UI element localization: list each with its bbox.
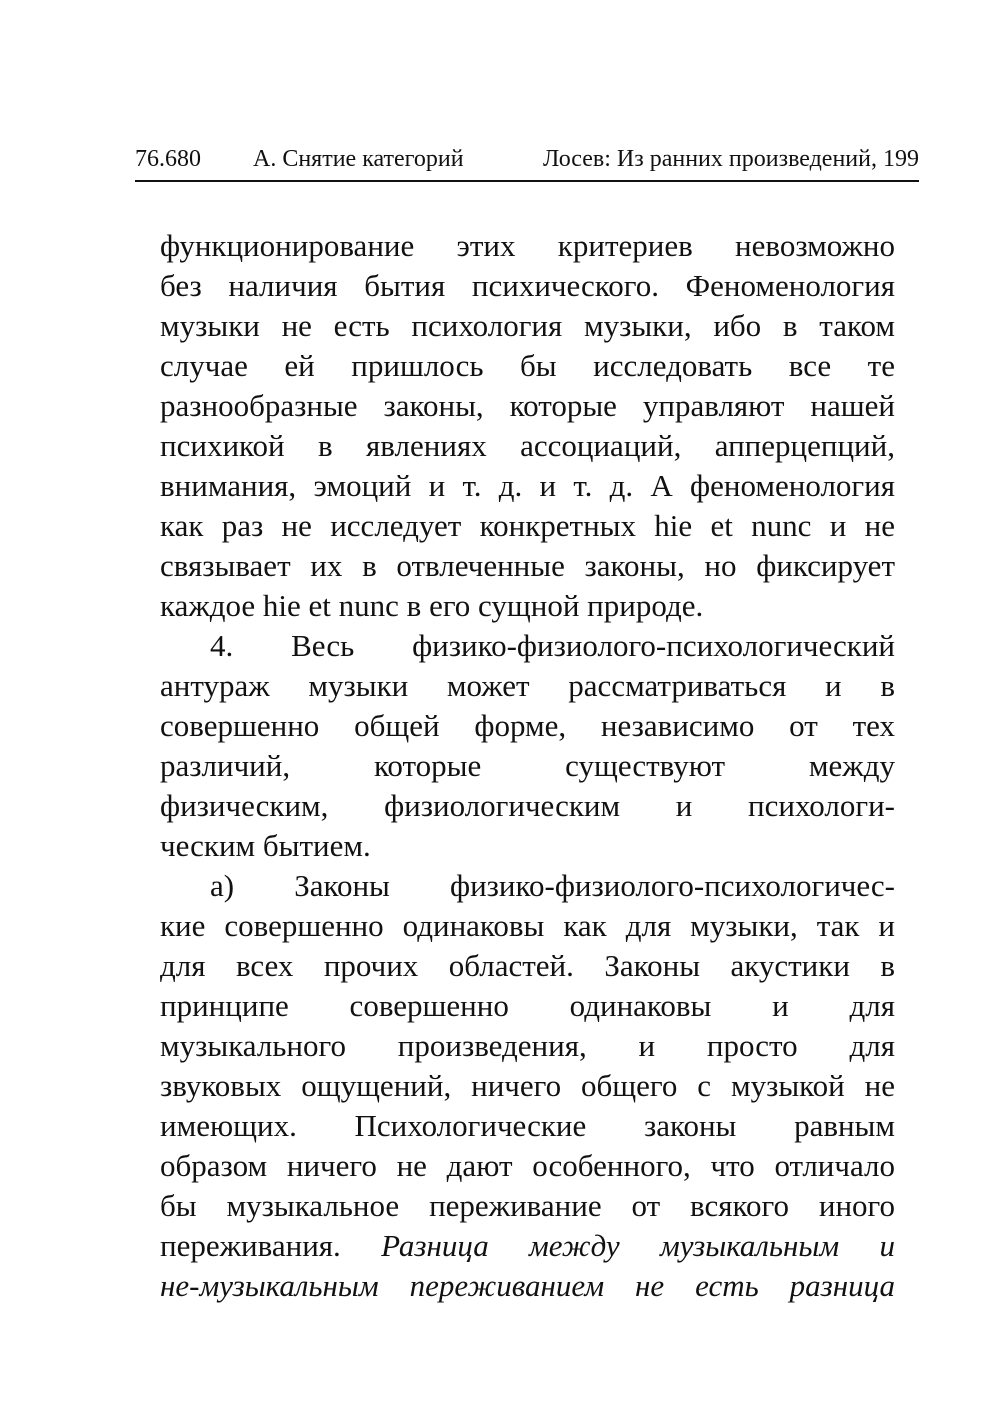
text-line: а) Законы физико-физиолого-психологичес- xyxy=(210,868,895,903)
running-header xyxy=(135,146,919,182)
text-line: каждое hie et nunc в его сущной природе. xyxy=(160,588,704,623)
text-plain: переживания. xyxy=(160,1228,382,1263)
text-line: как раз не исследует конкретных hie et nunc и не xyxy=(160,508,895,543)
text-line: психикой в явлениях ассоциаций, апперцепций, xyxy=(160,428,895,463)
text-line: музыкального произведения, и просто для xyxy=(160,1028,895,1063)
text-line: звуковых ощущений, ничего общего с музыкой не xyxy=(160,1068,895,1103)
source-title: Лосев: Из ранних произведений, 199 xyxy=(543,146,919,172)
text-line xyxy=(160,1226,895,1266)
text-line: образом ничего не дают особенного, что отличало xyxy=(160,1148,895,1183)
text-line: без наличия бытия психического. Феноменология xyxy=(160,268,895,303)
text-line: ческим бытием. xyxy=(160,828,371,863)
body-text xyxy=(160,226,895,1306)
text-line: принципе совершенно одинаковы и для xyxy=(160,988,895,1023)
text-line: для всех прочих областей. Законы акустики в xyxy=(160,948,895,983)
text-line: внимания, эмоций и т. д. и т. д. А феноменология xyxy=(160,468,895,503)
text-line: функционирование этих критериев невозможно xyxy=(160,228,895,263)
text-emphasis: Разница между музыкальным и xyxy=(381,1228,896,1263)
text-line: случае ей пришлось бы исследовать все те xyxy=(160,348,895,383)
text-line: совершенно общей форме, независимо от тех xyxy=(160,708,895,743)
text-line: кие совершенно одинаковы как для музыки, так и xyxy=(160,908,895,943)
text-line: имеющих. Психологические законы равным xyxy=(160,1108,895,1143)
text-line: различий, которые существуют между xyxy=(160,748,895,783)
text-line: бы музыкальное переживание от всякого иного xyxy=(160,1188,895,1223)
text-line: физическим, физиологическим и психологи- xyxy=(160,788,895,823)
page-number: 76.680 xyxy=(135,146,201,172)
text-line: 4. Весь физико-физиолого-психологический xyxy=(210,628,895,663)
text-line: антураж музыки может рассматриваться и в xyxy=(160,668,895,703)
text-line: разнообразные законы, которые управляют нашей xyxy=(160,388,895,423)
text-line: музыки не есть психология музыки, ибо в таком xyxy=(160,308,895,343)
text-line-emphasis: не-музыкальным переживанием не есть разница xyxy=(160,1268,895,1303)
section-title: А. Снятие категорий xyxy=(253,146,464,172)
text-line: связывает их в отвлеченные законы, но фиксирует xyxy=(160,548,895,583)
